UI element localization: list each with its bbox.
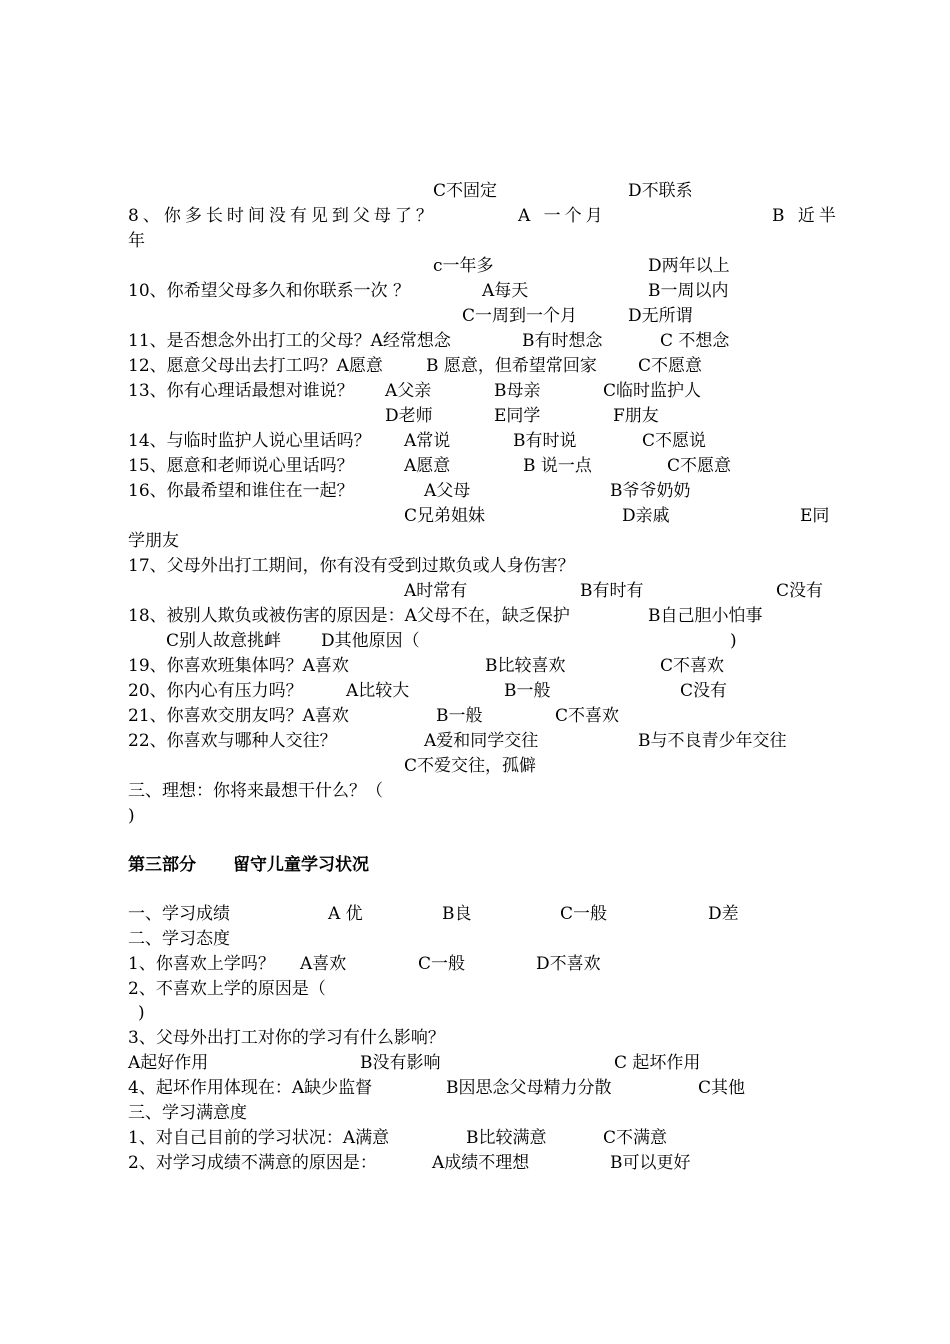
option-c: C不喜欢 <box>660 656 725 676</box>
question-19: 19、你喜欢班集体吗？A喜欢 <box>128 656 349 676</box>
question-17: 17、父母外出打工期间，你有没有受到过欺负或人身伤害？ <box>128 556 575 576</box>
option-b: B 愿意，但希望常回家 <box>426 356 597 376</box>
question-13: 13、你有心理话最想对谁说？ <box>128 381 354 401</box>
attitude-q1: 1、你喜欢上学吗？ <box>128 954 275 974</box>
option-c-not-fixed: C不固定 <box>433 181 498 201</box>
attitude-q2-close: ) <box>138 1003 145 1023</box>
study-satisfaction: 三、学习满意度 <box>128 1103 247 1123</box>
option-c: C一周到一个月 <box>462 306 578 326</box>
option-b: B一周以内 <box>648 281 729 301</box>
question-ideal: 三、理想：你将来最想干什么？（ <box>128 781 383 801</box>
option-b: B一般 <box>504 681 551 701</box>
satisfaction-q1: 1、对自己目前的学习状况：A满意 <box>128 1128 390 1148</box>
option-a: A起好作用 <box>128 1053 209 1073</box>
option-c: C不愿意 <box>638 356 703 376</box>
option-d: D亲戚 <box>622 506 670 526</box>
option-c: C不爱交往，孤僻 <box>404 756 537 776</box>
section-heading-number: 第三部分 <box>128 855 196 875</box>
option-c: C不愿意 <box>667 456 732 476</box>
option-d-close: ) <box>730 631 737 651</box>
attitude-q4: 4、起坏作用体现在：A缺少监督 <box>128 1078 373 1098</box>
option-e-wrap: 学朋友 <box>128 531 179 551</box>
question-21: 21、你喜欢交朋友吗？A喜欢 <box>128 706 349 726</box>
option-b: B可以更好 <box>610 1153 691 1173</box>
option-b: B自己胆小怕事 <box>648 606 763 626</box>
option-a: A时常有 <box>404 581 468 601</box>
option-b: B一般 <box>436 706 483 726</box>
question-8-wrap: 年 <box>128 231 145 251</box>
option-a: A爱和同学交往 <box>424 731 539 751</box>
option-d: D老师 <box>385 406 433 426</box>
question-20: 20、你内心有压力吗？ <box>128 681 303 701</box>
option-e: E同 <box>800 506 830 526</box>
option-b: B 近半 <box>772 206 840 226</box>
option-b: B有时说 <box>513 431 577 451</box>
option-a: A 一个月 <box>518 206 607 226</box>
question-15: 15、愿意和老师说心里话吗？ <box>128 456 354 476</box>
question-ideal-close: ) <box>128 806 135 826</box>
satisfaction-q2: 2、对学习成绩不满意的原因是： <box>128 1153 377 1173</box>
section-heading-title: 留守儿童学习状况 <box>233 855 369 875</box>
option-e: E同学 <box>494 406 541 426</box>
question-12: 12、愿意父母出去打工吗？A愿意 <box>128 356 383 376</box>
option-c: C临时监护人 <box>603 381 702 401</box>
option-d: D无所谓 <box>628 306 693 326</box>
option-b: B良 <box>442 904 472 924</box>
option-c: C 起坏作用 <box>614 1053 701 1073</box>
option-c: C兄弟姐妹 <box>404 506 486 526</box>
option-d-no-contact: D不联系 <box>628 181 693 201</box>
option-c: C不愿说 <box>642 431 707 451</box>
question-8: 8、你多长时间没有见到父母了？ <box>128 206 437 226</box>
option-b: B因思念父母精力分散 <box>446 1078 612 1098</box>
option-a: A喜欢 <box>300 954 347 974</box>
question-22: 22、你喜欢与哪种人交往？ <box>128 731 337 751</box>
question-16: 16、你最希望和谁住在一起？ <box>128 481 354 501</box>
option-a: A比较大 <box>346 681 410 701</box>
option-a: A愿意 <box>404 456 451 476</box>
question-11: 11、是否想念外出打工的父母？A经常想念 <box>128 331 451 351</box>
option-b: B比较满意 <box>466 1128 547 1148</box>
option-d: D不喜欢 <box>536 954 601 974</box>
option-d: D其他原因（ <box>321 631 420 651</box>
option-c: c一年多 <box>433 256 494 276</box>
option-c: C不满意 <box>603 1128 668 1148</box>
option-a: A父亲 <box>385 381 432 401</box>
option-a: A 优 <box>328 904 363 924</box>
attitude-q3: 3、父母外出打工对你的学习有什么影响？ <box>128 1028 445 1048</box>
option-c: C没有 <box>680 681 728 701</box>
option-a: A父母 <box>424 481 471 501</box>
option-b: B比较喜欢 <box>485 656 566 676</box>
option-b: B有时想念 <box>522 331 603 351</box>
option-f: F朋友 <box>613 406 659 426</box>
option-d: D两年以上 <box>648 256 730 276</box>
option-b: B母亲 <box>494 381 541 401</box>
study-attitude: 二、学习态度 <box>128 929 230 949</box>
question-18: 18、被别人欺负或被伤害的原因是：A父母不在，缺乏保护 <box>128 606 570 626</box>
option-c: C一般 <box>418 954 466 974</box>
study-grades: 一、学习成绩 <box>128 904 230 924</box>
option-c: C别人故意挑衅 <box>166 631 282 651</box>
option-b: B有时有 <box>580 581 644 601</box>
option-c: C 不想念 <box>660 331 730 351</box>
option-b: B没有影响 <box>360 1053 441 1073</box>
option-b: B 说一点 <box>523 456 592 476</box>
question-10: 10、你希望父母多久和你联系一次 ？ <box>128 281 411 301</box>
attitude-q2: 2、不喜欢上学的原因是（ <box>128 979 326 999</box>
option-d: D差 <box>708 904 739 924</box>
option-c: C没有 <box>776 581 824 601</box>
option-c: C不喜欢 <box>555 706 620 726</box>
option-c: C其他 <box>698 1078 746 1098</box>
option-a: A每天 <box>482 281 529 301</box>
option-c: C一般 <box>560 904 608 924</box>
option-a: A成绩不理想 <box>432 1153 530 1173</box>
option-b: B爷爷奶奶 <box>610 481 691 501</box>
question-14: 14、与临时监护人说心里话吗？ <box>128 431 371 451</box>
option-b: B与不良青少年交往 <box>638 731 787 751</box>
option-a: A常说 <box>404 431 451 451</box>
